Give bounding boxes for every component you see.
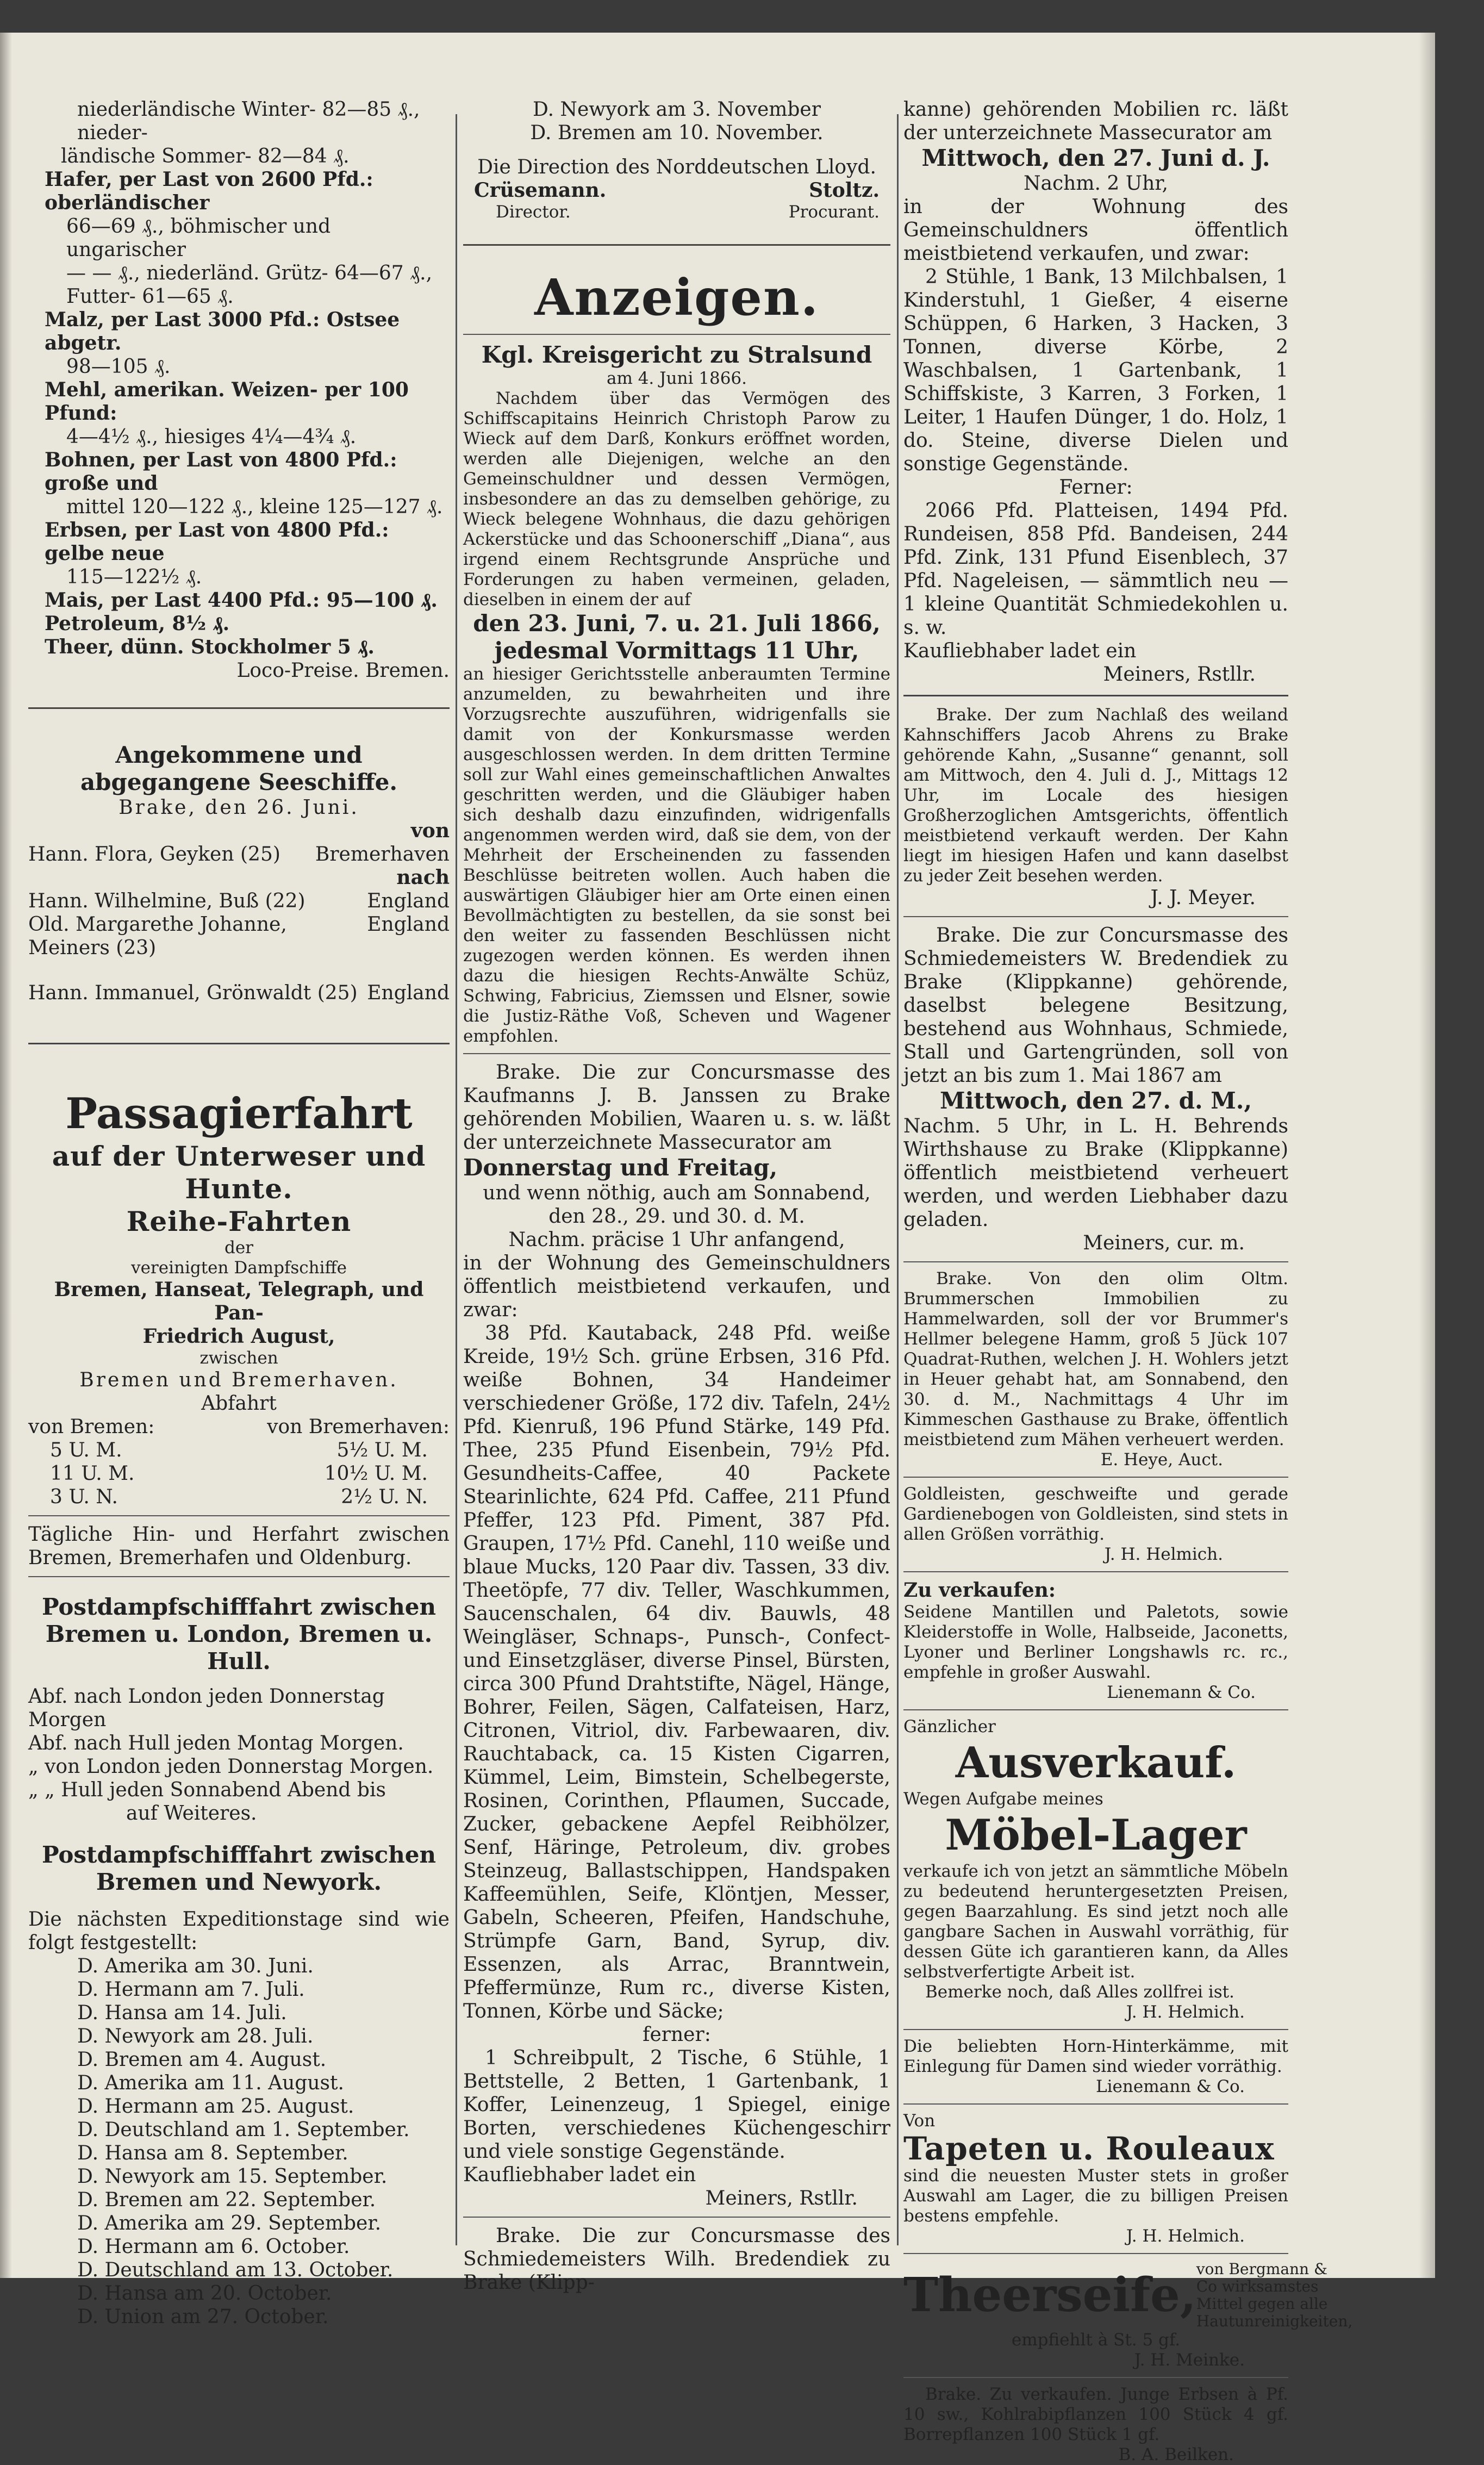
divider: [903, 695, 1288, 696]
mobilien-more: 2066 Pfd. Platteisen, 1494 Pfd. Rundeisen, 858 Pfd. Bandeisen, 244 Pfd. Zink, 131 Pfund Eisenblech, 37 Pfd. Nageleisen, — sämmtlich neu — 1 kleine Quantität Schmiedekohlen u. s. w.: [903, 500, 1288, 639]
kahn-notice: Brake. Der zum Nachlaß des weiland Kahnschiffers Jacob Ahrens zu Brake gehörende Kahn, „Susanne“ genannt, soll am Mittwoch, den 4. Juli d. J., Mittags 12 Uhr, im Locale des hiesigen Großherzoglichen Amtsgerichts, öffentlich meistbietend verkauft werden. Der Kahn liegt im hiesigen Hafen und kann daselbst zu jeder Zeit besehen werden.: [903, 705, 1288, 886]
janssen-notice: Brake. Die zur Concursmasse des Kaufmanns J. B. Janssen zu Brake gehörenden Mobilien, Waaren u. s. w. läßt der unterzeichnete Massecurator am: [463, 1061, 890, 1154]
reihe-heading: Reihe-Fahrten: [126, 1205, 352, 1237]
divider: [903, 1709, 1288, 1710]
price-line: Futter- 61—65 ₰.: [66, 285, 234, 308]
price-line: Mehl, amerikan. Weizen- per 100 Pfund:: [45, 378, 409, 425]
moebel-lager-heading: Möbel-Lager: [945, 1810, 1247, 1860]
ship-names: Bremen, Hanseat, Telegraph, und Pan-: [54, 1278, 424, 1324]
list-item: D. Newyork am 28. Juli.: [77, 2025, 314, 2047]
divider: [28, 1576, 450, 1577]
vereinigten-label: vereinigten Dampfschiffe: [131, 1258, 347, 1278]
daily-service: Tägliche Hin- und Herfahrt zwischen Bremen, Bremerhafen und Oldenburg.: [28, 1523, 450, 1569]
price-line: Mais, per Last 4400 Pfd.: 95—100 ₰.: [45, 589, 438, 612]
divider: [903, 2103, 1288, 2105]
divider: [903, 2377, 1288, 2378]
divider: [903, 916, 1288, 917]
divider: [903, 1261, 1288, 1262]
list-item: D. Bremen am 22. September.: [77, 2189, 376, 2211]
theerseife-side: von Bergmann & Co wirksamstes Mittel gegen alle Hautunreinigkeiten,: [1196, 2260, 1353, 2330]
post-newyork-intro: Die nächsten Expeditionstage sind wie folgt festgestellt:: [28, 1908, 450, 1954]
abfahrt-label: Abfahrt: [201, 1392, 277, 1415]
meiners-signature: Meiners, Rstllr.: [705, 2187, 858, 2209]
list-item: D. Deutschland am 1. September.: [77, 2119, 410, 2141]
theerseife-price: empfiehlt à St. 5 gf.: [1011, 2330, 1181, 2350]
list-item: D. Deutschland am 13. October.: [77, 2259, 394, 2281]
post-london-lines: Abf. nach London jeden Donnerstag Morgen Abf. nach Hull jeden Montag Morgen. „ von London jeden Donnerstag Morgen. „ „ Hull jeden Sonnabend Abend bis auf Weiteres.: [28, 1685, 434, 1825]
ausverkauf-text: verkaufe ich von jetzt an sämmtliche Möbeln zu bedeutend heruntergesetzten Preisen, gegen Baarzahlung. Es sind jetzt noch alle gangbare Sachen in Auswahl vorräthig, für dessen Güte ich garantieren kann, da Alles selbstverfertigte Arbeit ist.: [903, 1862, 1288, 1982]
von-label: von: [410, 819, 450, 842]
divider: [463, 2217, 890, 2218]
timetable-row: 5 U. M. 5½ U. M.: [50, 1439, 428, 1461]
list-item: D. Hermann am 7. Juli.: [77, 1978, 305, 2001]
court-text: Nachdem über das Vermögen des Schiffscapitains Heinrich Christoph Parow zu Wieck auf dem Darß, Konkurs eröffnet worden, werden alle Diejenigen, welche an den Gemeinschuldner und dessen Vermögen, insbesondere an das zu demselben gehörige, zu Wieck belegene Wohnhaus, die dazu gehörigen Ackerstücke und das Schoonerschiff „Diana“, aus irgend einem Rechtsgrunde Ansprüche und Forderungen zu haben vermeinen, geladen, dieselben in einem der auf: [463, 389, 890, 609]
tapeten-text: sind die neuesten Muster stets in großer Auswahl am Lager, die zu billigen Preisen bestens empfehle.: [903, 2166, 1288, 2226]
tapeten-pre: Von: [903, 2111, 936, 2131]
mantillen-ad: Seidene Mantillen und Paletots, sowie Kleiderstoffe in Wolle, Halbseide, Jaconetts, Lyoner und Berliner Longshawls rc. rc., empfehle in großer Auswahl.: [903, 1602, 1288, 1682]
erbsen-ad: Brake. Zu verkaufen. Junge Erbsen à Pf. 10 sw., Kohlrabipflanzen 100 Stück 4 gf. Borrepflanzen 100 Stück 1 gf.: [903, 2385, 1288, 2444]
theerseife-ad: [903, 2260, 1353, 2330]
ships-date: Brake, den 26. Juni.: [119, 796, 359, 819]
list-item: D. Hermann am 25. August.: [77, 2095, 354, 2118]
janssen-date: den 28., 29. und 30. d. M.: [548, 1205, 805, 1228]
tapeten-heading: Tapeten u. Rouleaux: [903, 2130, 1275, 2167]
price-line: Malz, per Last 3000 Pfd.: Ostsee abgetr.: [45, 308, 400, 354]
goldleisten-signature: J. H. Helmich.: [1104, 1545, 1223, 1564]
erbsen-signature: B. A. Beilken.: [1118, 2445, 1234, 2464]
price-line: Erbsen, per Last von 4800 Pfd.: gelbe neue: [45, 519, 389, 565]
ship-entry: Hann. Flora, Geyken (25) Bremerhaven: [28, 843, 450, 866]
price-line: Petroleum, 8½ ₰.: [45, 612, 230, 635]
goldleisten-ad: Goldleisten, geschweifte und gerade Gardienebogen von Goldleisten, sind stets in allen Größen vorräthig.: [903, 1484, 1288, 1544]
column-3: [903, 98, 1353, 2465]
price-line: Bohnen, per Last von 4800 Pfd.: große und: [45, 449, 397, 495]
price-line: Theer, dünn. Stockholmer 5 ₰.: [45, 636, 375, 658]
divider: [903, 2029, 1288, 2030]
column-rule: [456, 114, 457, 2245]
mobilien-goods: 2 Stühle, 1 Bank, 13 Milchbalsen, 1 Kinderstuhl, 1 Gießer, 4 eiserne Schüppen, 6 Harken, 3 Hacken, 3 Tonnen, diverse Körbe, 2 Waschbalsen, 1 Gartenbank, 1 Schiffskiste, 3 Karren, 3 Forken, 1 Leiter, 1 Haufen Dünger, 1 do. Holz, 1 do. Steine, diverse Dielen und sonstige Gegenstände.: [903, 266, 1288, 475]
price-line: 115—122½ ₰.: [66, 566, 202, 588]
ferner-label: ferner:: [643, 2024, 711, 2046]
ships-heading: Angekommene und abgegangene Seeschiffe.: [80, 742, 398, 795]
timetable-row: 3 U. N. 2½ U. N.: [50, 1486, 428, 1508]
route-label: Bremen und Bremerhaven.: [79, 1369, 398, 1391]
list-item: D. Bremen am 4. August.: [77, 2049, 327, 2071]
mobilien-time: Nachm. 2 Uhr,: [1024, 172, 1168, 195]
zu-verkaufen-heading: Zu verkaufen:: [903, 1579, 1056, 1602]
ausverkauf-note: Bemerke noch, daß Alles zollfrei ist.: [925, 1982, 1234, 2002]
price-line: Hafer, per Last von 2600 Pfd.: oberländischer: [45, 168, 373, 214]
post-newyork-heading: Postdampfschifffahrt zwischen Bremen und Newyork.: [41, 1841, 437, 1895]
column-rule: [897, 114, 899, 2245]
court-heading: Kgl. Kreisgericht zu Stralsund: [481, 341, 872, 368]
mobilien-notice: kanne) gehörenden Mobilien rc. läßt der unterzeichnete Massecurator am: [903, 98, 1288, 144]
binding-gutter: [0, 33, 12, 2278]
hamm-notice: Brake. Von den olim Oltm. Brummerschen Immobilien zu Hammelwarden, soll der vor Brummer's Hellmer belegene Hamm, groß 5 Jück 107 Quadrat-Ruthen, welchen J. H. Wohlers jetzt in Heuer gehabt hat, am Sonnabend, den 30. d. M., Nachmittags 4 Uhr im Kimmeschen Gasthause zu Brake, öffentlich meistbietend zum Mähen verheuert werden.: [903, 1269, 1288, 1449]
sailing-dates: [28, 1954, 450, 2329]
theerseife-heading: Theerseife,: [903, 2268, 1196, 2323]
list-item: D. Hermann am 6. October.: [77, 2236, 350, 2258]
list-item: D. Hansa am 14. Juli.: [77, 2002, 287, 2024]
list-item: D. Amerika am 29. September.: [77, 2212, 382, 2234]
price-line: niederländische Winter- 82—85 ₰., nieder-: [77, 98, 420, 144]
ausverkauf-signature: J. H. Helmich.: [1126, 2002, 1245, 2022]
passenger-heading: Passagierfahrt: [65, 1089, 413, 1138]
price-line: mittel 120—122 ₰., kleine 125—127 ₰.: [66, 496, 443, 518]
list-item: D. Hansa am 20. October.: [77, 2282, 332, 2305]
divider: [28, 1515, 450, 1516]
divider: [463, 1053, 890, 1054]
nach-label: nach: [396, 866, 450, 889]
ferner-label: Ferner:: [1059, 476, 1133, 499]
sailing-line: D. Bremen am 10. November.: [530, 122, 824, 144]
ausverkauf-mid: Wegen Aufgabe meines: [903, 1789, 1103, 1809]
court-dates: den 23. Juni, 7. u. 21. Juli 1866,: [473, 610, 881, 637]
bredendiek-notice: Brake. Die zur Concursmasse des Schmiedemeisters Wilh. Bredendiek zu Brake (Klipp-: [463, 2225, 890, 2294]
mantillen-signature: Lienemann & Co.: [1107, 1683, 1256, 1702]
besitzung-text: Nachm. 5 Uhr, in L. H. Behrends Wirthshause zu Brake (Klippkanne) öffentlich meistbietend verheuert werden, und werden Liebhaber dazu geladen.: [903, 1115, 1288, 1231]
ship-entry: Hann. Wilhelmine, Buß (22) England: [28, 890, 450, 912]
column-2: [463, 98, 890, 2294]
besitzung-notice: Brake. Die zur Concursmasse des Schmiedemeisters W. Bredendiek zu Brake (Klippkanne) gehörende, daselbst belegene Besitzung, bestehend aus Wohnhaus, Schmiede, Stall und Gartengründen, soll von jetzt an bis zum 1. Mai 1867 am: [903, 924, 1288, 1087]
price-line: — — ₰., niederländ. Grütz- 64—67 ₰.,: [66, 262, 433, 284]
janssen-text-2: in der Wohnung des Gemeinschuldners öffentlich meistbietend verkaufen, und zwar:: [463, 1252, 890, 1321]
post-london-heading: Postdampfschifffahrt zwischen Bremen u. London, Bremen u. Hull.: [41, 1593, 437, 1675]
court-time: jedesmal Vormittags 11 Uhr,: [494, 637, 859, 664]
timetable-header: von Bremen: von Bremerhaven:: [28, 1416, 450, 1438]
list-item: D. Amerika am 30. Juni.: [77, 1955, 314, 1977]
lloyd-roles: Director. Procurant.: [496, 202, 880, 222]
besitzung-signature: Meiners, cur. m.: [1083, 1232, 1245, 1254]
timetable-row: 11 U. M. 10½ U. M.: [50, 1462, 428, 1485]
kauf-label: Kaufliebhaber ladet ein: [463, 2164, 696, 2186]
divider: [903, 2253, 1288, 2254]
anzeigen-heading: Anzeigen.: [534, 268, 819, 327]
court-text-2: an hiesiger Gerichtsstelle anberaumten Termine anzumelden, zu bewahrheiten und ihre Vorzugsrechte auszuführen, widrigenfalls sie damit von der Konkursmasse werden ausgeschlossen werden. In dem dritten Termine soll zur Wahl eines gemeinschaftlichen Anwaltes geschritten werden, und die Gläubiger haben sich deshalb dazu einzufinden, widrigenfalls angenommen werden wird, daß sie dem, von der Mehrheit der Erscheinenden zu fassenden Beschlüsse beitreten wollen. Auch haben die auswärtigen Gläubiger hier am Orte einen einen Bevollmächtigten zu bestellen, da sie sonst bei den weiter zu fassenden Beschlüssen nicht zugezogen werden können. Es werden ihnen dazu die hiesigen Rechts-Anwälte Schüz, Schwing, Fabricius, Ziemssen und Elsner, sowie die Justiz-Räthe Voß, Scheven und Wagener empfohlen.: [463, 664, 890, 1046]
price-line: 66—69 ₰., böhmischer und ungarischer: [66, 215, 331, 261]
list-item: D. Newyork am 15. September.: [77, 2165, 388, 2188]
theerseife-signature: J. H. Meinke.: [1134, 2350, 1245, 2370]
divider: [463, 244, 890, 246]
price-line: 4—4½ ₰., hiesiges 4¼—4¾ ₰.: [66, 426, 357, 448]
mobilien-date: Mittwoch, den 27. Juni d. J.: [921, 145, 1270, 171]
der-label: der: [224, 1238, 253, 1258]
list-item: D. Hansa am 8. September.: [77, 2142, 348, 2164]
janssen-goods: 38 Pfd. Kautaback, 248 Pfd. weiße Kreide, 19½ Sch. grüne Erbsen, 316 Pfd. weiße Bohnen, 34 Handeimer verschiedener Größe, 172 div. Tafeln, 24½ Pfd. Kienruß, 196 Pfund Stärke, 149 Pfd. Thee, 235 Pfund Eisenbein, 79½ Pfd. Gesundheits-Caffee, 40 Packete Stearinlichte, 624 Pfd. Caffee, 211 Pfund Pfeffer, 123 Pfd. Piment, 387 Pfd. Graupen, 17½ Pfd. Canehl, 110 weiße und blaue Mucks, 120 Paar div. Tassen, 33 div. Theetöpfe, 77 div. Teller, Waschkummen, Saucenschalen, 64 div. Bauwls, 48 Weingläser, Schnaps-, Punsch-, Confect- und Einsetzgläser, diverse Pinsel, Bürsten, circa 300 Pfund Drahtstifte, Nägel, Hänge, Bohrer, Feilen, Sägen, Calfateisen, Harz, Citronen, Vitriol, div. Farbewaaren, div. Rauchtaback, ca. 15 Kisten Cigarren, Kümmel, Leim, Bimstein, Schelbegerste, Rosinen, Corinthen, Pflaumen, Succade, Zucker, gebackene Aepfel Reibhölzer, Senf, Häringe, Petroleum, div. grobes Steinzeug, Ballastschippen, Handspaken Kaffeemühlen, Seife, Klöntjen, Messer, Gabeln, Scheeren, Pfeifen, Handschuhe, Strümpfe Garn, Band, Syrup, div. Essenzen, als Arrac, Branntwein, Pfeffermünze, Rum rc., diverse Kisten, Tonnen, Körbe und Säcke;: [463, 1322, 890, 2022]
divider: [903, 1477, 1288, 1478]
court-date: am 4. Juni 1866.: [606, 369, 747, 388]
kauf-label: Kaufliebhaber ladet ein: [903, 640, 1137, 662]
price-line: ländische Sommer- 82—84 ₰.: [61, 145, 350, 167]
besitzung-date: Mittwoch, den 27. d. M.,: [939, 1087, 1252, 1114]
hamm-signature: E. Heye, Auct.: [1100, 1450, 1223, 1470]
mobilien-text: in der Wohnung des Gemeinschuldners öffentlich meistbietend verkaufen, und zwar:: [903, 196, 1288, 265]
ship-entry: Old. Margarethe Johanne, Meiners (23) England: [28, 913, 450, 959]
loco-prices-note: Loco-Preise. Bremen.: [236, 659, 450, 682]
passenger-subheading: auf der Unterweser und Hunte.: [52, 1140, 426, 1205]
lloyd-signatures: Crüsemann. Stoltz.: [474, 179, 880, 202]
meiners-signature: Meiners, Rstllr.: [1103, 663, 1256, 686]
sailing-line: D. Newyork am 3. November: [533, 98, 821, 121]
page-edge: [1419, 33, 1435, 2278]
newspaper-page: [0, 33, 1435, 2464]
tapeten-signature: J. H. Helmich.: [1126, 2226, 1245, 2246]
market-prices: [28, 98, 450, 682]
divider: [28, 707, 450, 709]
price-line: 98—105 ₰.: [66, 356, 171, 378]
lloyd-direction: Die Direction des Norddeutschen Lloyd.: [477, 156, 876, 178]
janssen-days-2: und wenn nöthig, auch am Sonnabend,: [483, 1182, 871, 1204]
list-item: D. Union am 27. October.: [77, 2306, 329, 2328]
hinterkaemme-signature: Lienemann & Co.: [1096, 2077, 1245, 2096]
zwischen-label: zwischen: [199, 1348, 278, 1368]
hinterkaemme-ad: Die beliebten Horn-Hinterkämme, mit Einlegung für Damen sind wieder vorräthig.: [903, 2037, 1288, 2076]
ship-names-2: Friedrich August,: [142, 1325, 335, 1348]
list-item: D. Amerika am 11. August.: [77, 2072, 344, 2094]
ausverkauf-heading: Ausverkauf.: [955, 1738, 1237, 1788]
divider: [28, 1043, 450, 1044]
janssen-time: Nachm. präcise 1 Uhr anfangend,: [508, 1229, 845, 1251]
divider: [463, 334, 890, 335]
ship-entry: Hann. Immanuel, Grönwaldt (25) England: [28, 982, 450, 1004]
ausverkauf-pre: Gänzlicher: [903, 1717, 996, 1736]
kahn-signature: J. J. Meyer.: [1150, 887, 1256, 909]
janssen-more: 1 Schreibpult, 2 Tische, 6 Stühle, 1 Bettstelle, 2 Betten, 1 Gartenbank, 1 Koffer, Leinenzeug, 1 Spiegel, einige Borten, verschiedenes Küchengeschirr und viele sonstige Gegenstände.: [463, 2047, 890, 2163]
janssen-days: Donnerstag und Freitag,: [463, 1154, 778, 1181]
divider: [903, 1571, 1288, 1572]
column-1: [28, 98, 450, 2329]
